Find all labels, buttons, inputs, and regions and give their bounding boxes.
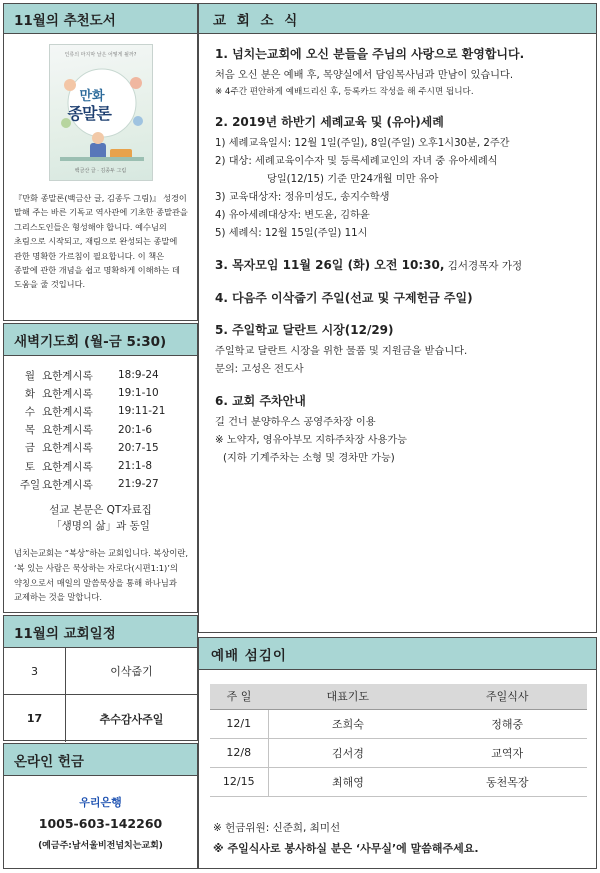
schedule-book: 요한계시록: [42, 460, 93, 473]
news-item-line: 5) 세례식: 12월 15일(주일) 11시: [215, 228, 368, 239]
server-date: 12/1: [210, 709, 268, 738]
offering-committee-note: ※ 헌금위원: 신준희, 최미선: [213, 822, 341, 834]
schedule-book: 요한계시록: [42, 369, 93, 382]
news-item-talent-market: [215, 320, 586, 379]
server-prayer: 조희숙: [268, 709, 428, 738]
news-item-line: 3) 교육대상자: 정유미성도, 송지수학생: [215, 192, 390, 203]
news-item-line: (지하 기계주차는 소형 및 경차만 가능): [223, 453, 395, 464]
server-meal: 정해중: [428, 709, 588, 738]
schedule-verse: 21:9-27: [118, 478, 159, 491]
church-description: 넘치는교회는 “복상”하는 교회입니다. 복상이란, ‘복 있는 사람은 묵상하는 자로다(시편1:1)’의 약칭으로서 매일의 말씀묵상을 통해 하나님과 교제하는 것을 말합니다.: [14, 548, 189, 603]
qt-note: [4, 502, 197, 534]
server-meal: 동천목장: [428, 767, 588, 796]
server-prayer: 김서경: [268, 738, 428, 767]
table-row: [210, 709, 587, 738]
qt-note-line1: 설교 본문은 QT자료집: [49, 504, 152, 517]
account-number: 1005-603-142260: [38, 816, 163, 831]
schedule-row: [18, 402, 197, 420]
worship-servers-section: [198, 637, 597, 869]
news-item-baptism: [215, 112, 586, 243]
schedule-book: 요한계시록: [42, 478, 93, 491]
server-prayer: 최해영: [268, 767, 428, 796]
schedule-verse: 18:9-24: [118, 369, 159, 382]
news-item-line: 2) 대상: 세례교육이수자 및 등록세례교인의 자녀 중 유아세례식: [215, 156, 498, 167]
news-item-line: 문의: 고성은 전도사: [215, 364, 304, 375]
schedule-row: [18, 457, 197, 475]
schedule-day: 금: [24, 442, 36, 455]
recommended-book-section: [3, 3, 198, 321]
table-row: [210, 767, 587, 796]
column-header-date: 주 일: [210, 684, 268, 709]
account-holder: (예금주:남서울비전넘치는교회): [38, 841, 163, 851]
dawn-prayer-header: 새벽기도회 (월-금 5:30): [4, 324, 197, 356]
calendar-event: 이삭줍기: [110, 665, 153, 678]
news-item-line: 길 건너 분양하우스 공영주차장 이용: [215, 417, 376, 428]
schedule-day: 월: [24, 369, 36, 382]
cover-tagline: 인류의 마지막 날은 어떻게 될까?: [64, 52, 137, 58]
qt-note-line2: 「생명의 삶」과 동일: [51, 520, 150, 533]
schedule-verse: 20:1-6: [118, 423, 153, 436]
schedule-row: [18, 475, 197, 493]
calendar-date: 17: [4, 695, 66, 742]
book-description: 『만화 종말론(백금산 글, 김종두 그림)』 성경이 말해 주는 바른 기독교 역사관에 기초한 종말관을 그리스도인들은 형성해야 합니다. 예수님의 초림으로 시작되고, 재림으로 완성되는 종말에 관한 명확한 가르침이 필요합니다. 이 책은 종말에 관한 개념을 쉽고 명확하게 이해하는 데 도움을 줄 것입니다.: [14, 193, 188, 290]
schedule-book: 요한계시록: [42, 405, 93, 418]
worship-servers-header: 예배 섬김이: [199, 638, 596, 670]
church-news-list: [199, 34, 596, 468]
dawn-prayer-section: [3, 323, 198, 613]
schedule-day: 토: [24, 460, 36, 473]
schedule-book: 요한계시록: [42, 424, 93, 437]
calendar-row: [4, 695, 197, 742]
news-item-note: ※ 4주간 편안하게 예배드리신 후, 등록카드 작성을 해 주시면 됩니다.: [215, 87, 474, 97]
schedule-day: 주일: [19, 478, 41, 491]
schedule-day: 수: [24, 405, 36, 418]
bank-name: 우리은행: [79, 796, 122, 809]
news-item-title: 5. 주일학교 달란트 시장(12/29): [215, 323, 394, 337]
news-item-title: 1. 넘치는교회에 오신 분들을 주님의 사랑으로 환영합니다.: [215, 47, 525, 61]
news-item-line: 주일학교 달란트 시장을 위한 물품 및 지원금을 받습니다.: [215, 346, 468, 357]
calendar-row: [4, 648, 197, 695]
news-item-line: 1) 세례교육일시: 12월 1일(주일), 8일(주일) 오후1시30분, 2주간: [215, 138, 510, 149]
news-item-parking: [215, 391, 586, 468]
schedule-row: [18, 439, 197, 457]
online-giving-section: [3, 743, 198, 869]
table-header-row: [210, 684, 587, 709]
news-item-title-main: 3. 목자모임 11월 26일 (화) 오전 10:30,: [215, 258, 445, 272]
news-item-line: 처음 오신 분은 예배 후, 목양실에서 담임목사님과 만남이 있습니다.: [215, 70, 514, 81]
left-column: [3, 3, 198, 869]
news-item-title: 4. 다음주 이삭줍기 주일(선교 및 구제헌금 주일): [215, 291, 473, 305]
cover-title-line1: 만화: [79, 89, 105, 104]
news-item-line: 당일(12/15) 기준 만24개월 미만 유아: [267, 174, 439, 185]
schedule-row: [18, 366, 197, 384]
news-item-line: ※ 노약자, 영유아부모 지하주차장 사용가능: [215, 435, 408, 446]
server-date: 12/8: [210, 738, 268, 767]
schedule-book: 요한계시록: [42, 387, 93, 400]
calendar-event: 추수감사주일: [99, 712, 164, 726]
cover-title-line2: 종말론: [67, 104, 111, 123]
server-meal: 교역자: [428, 738, 588, 767]
church-news-header: 교 회 소 식: [199, 4, 596, 34]
news-item-title-sub: 김서경목자 가정: [444, 260, 523, 272]
news-item-title: 2. 2019년 하반기 세례교육 및 (유아)세례: [215, 115, 444, 129]
column-header-prayer: 대표기도: [268, 684, 428, 709]
news-item-gleaning-sunday: [215, 288, 586, 308]
news-item-title: 6. 교회 주차안내: [215, 394, 306, 408]
schedule-day: 목: [24, 424, 36, 437]
church-calendar-section: [3, 615, 198, 741]
schedule-row: [18, 421, 197, 439]
column-header-meal: 주일식사: [428, 684, 588, 709]
worship-servers-table: [210, 684, 587, 797]
church-news-section: [198, 3, 597, 633]
schedule-day: 화: [24, 387, 36, 400]
dawn-prayer-schedule: [18, 366, 197, 493]
recommended-book-header: 11월의 추천도서: [4, 4, 197, 34]
online-giving-header: 온라인 헌금: [4, 744, 197, 776]
news-item-line: 4) 유아세례대상자: 변도윤, 김하윤: [215, 210, 370, 221]
news-item-title: [215, 255, 586, 276]
schedule-verse: 19:11-21: [118, 405, 166, 418]
meal-volunteer-note: ※ 주일식사로 봉사하실 분은 ‘사무실’에 말씀해주세요.: [213, 842, 479, 855]
schedule-row: [18, 384, 197, 402]
schedule-verse: 19:1-10: [118, 387, 159, 400]
book-cover-image: [49, 44, 153, 181]
calendar-date: 3: [4, 648, 66, 694]
server-date: 12/15: [210, 767, 268, 796]
schedule-book: 요한계시록: [42, 442, 93, 455]
news-item-shepherd-meeting: [215, 255, 586, 276]
schedule-verse: 20:7-15: [118, 441, 159, 454]
news-item-welcome: [215, 44, 586, 100]
table-row: [210, 738, 587, 767]
church-calendar-header: 11월의 교회일정: [4, 616, 197, 648]
schedule-verse: 21:1-8: [118, 460, 153, 473]
cover-author: 백금산 글 · 김종두 그림: [74, 168, 127, 174]
